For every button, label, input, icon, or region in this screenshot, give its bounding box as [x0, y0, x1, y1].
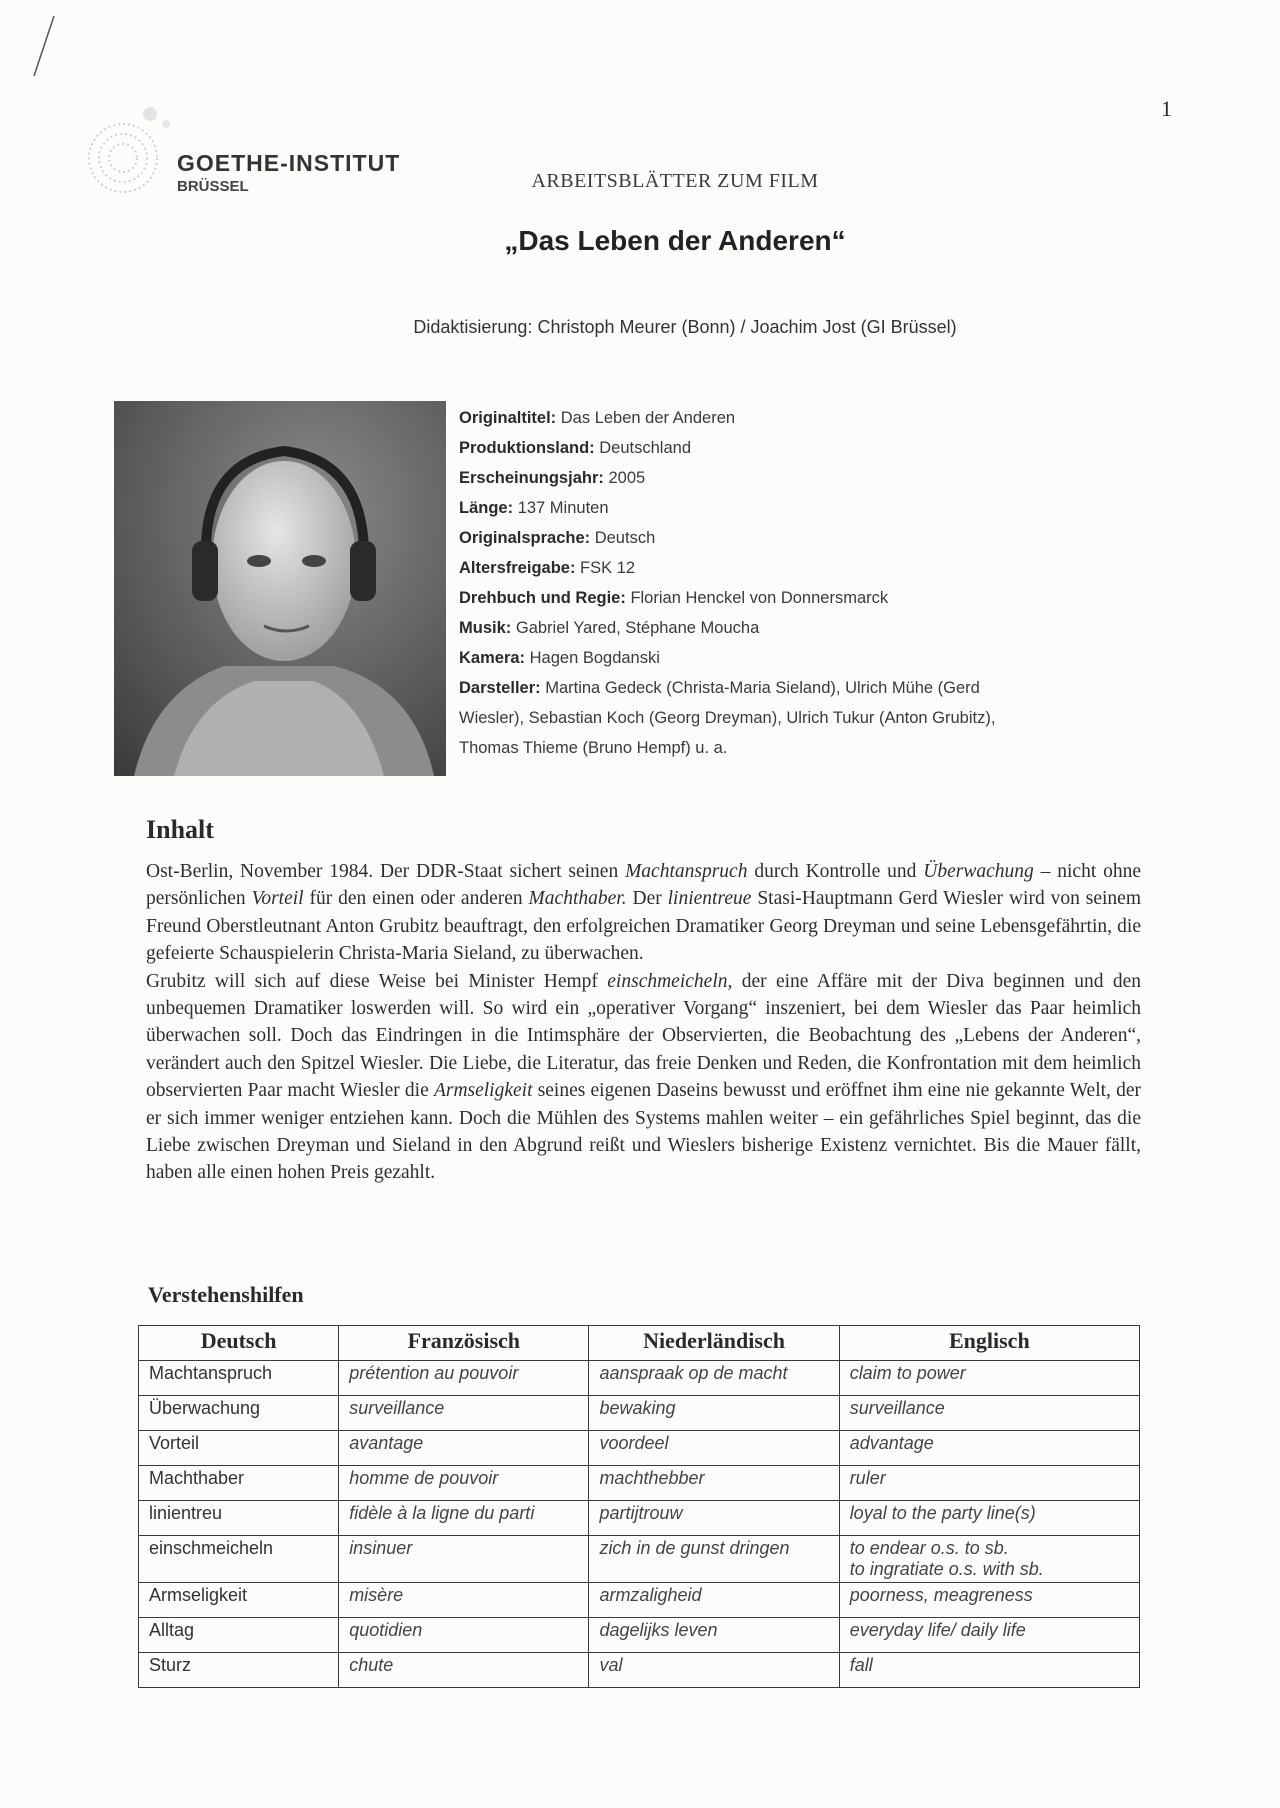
summary-text: Der [626, 888, 668, 910]
worksheet-title: ARBEITSBLÄTTER ZUM FILM [531, 170, 819, 192]
fact-row: Musik: Gabriel Yared, Stéphane Moucha [459, 619, 760, 637]
glossary-term: Machtanspruch [625, 861, 748, 882]
fact-row: Erscheinungsjahr: 2005 [459, 469, 646, 487]
glossary-term: einschmeicheln, [607, 970, 733, 992]
table-row [139, 1361, 1140, 1396]
table-cell: Machthaber [139, 1466, 339, 1501]
table-cell: loyal to the party line(s) [839, 1501, 1139, 1536]
film-title: „Das Leben der Anderen“ [504, 225, 846, 256]
table-cell: voordeel [589, 1431, 839, 1466]
table-cell: Sturz [139, 1653, 339, 1688]
fact-row: Altersfreigabe: FSK 12 [459, 559, 636, 577]
table-cell: everyday life/ daily life [839, 1618, 1139, 1653]
table-cell: armzaligheid [589, 1583, 839, 1618]
section-heading-verstehenshilfen: Verstehenshilfen [148, 1282, 304, 1307]
table-cell: ruler [839, 1466, 1139, 1501]
vocabulary-table [138, 1325, 1140, 1688]
table-cell: quotidien [339, 1618, 589, 1653]
glossary-term: Armseligkeit [433, 1080, 533, 1102]
film-still-photo [114, 401, 446, 776]
fact-row: Darsteller: Martina Gedeck (Christa-Maria Sieland), Ulrich Mühe (Gerd [459, 679, 980, 697]
table-cell: homme de pouvoir [339, 1466, 589, 1501]
table-cell: machthebber [589, 1466, 839, 1501]
table-cell: fall [839, 1653, 1139, 1688]
table-row [139, 1466, 1140, 1501]
table-cell: to endear o.s. to sb. to ingratiate o.s. with sb. [839, 1536, 1139, 1583]
table-row [139, 1431, 1140, 1466]
table-cell: fidèle à la ligne du parti [339, 1501, 589, 1536]
pencil-mark-icon [28, 12, 58, 82]
table-row [139, 1501, 1140, 1536]
table-cell: prétention au pouvoir [339, 1361, 589, 1396]
table-cell: Armseligkeit [139, 1583, 339, 1618]
table-row [139, 1583, 1140, 1618]
table-cell: linientreu [139, 1501, 339, 1536]
fact-row: Originaltitel: Das Leben der Anderen [459, 409, 736, 427]
section-heading-inhalt: Inhalt [146, 815, 214, 844]
table-cell: zich in de gunst dringen [589, 1536, 839, 1583]
table-cell: avantage [339, 1431, 589, 1466]
column-header: Niederländisch [589, 1326, 839, 1361]
summary-paragraph-2 [146, 968, 1141, 1187]
fact-row: Originalsprache: Deutsch [459, 529, 656, 547]
table-header-row [139, 1326, 1140, 1361]
fact-row: Kamera: Hagen Bogdanski [459, 649, 660, 667]
table-cell: claim to power [839, 1361, 1139, 1396]
table-cell: surveillance [839, 1396, 1139, 1431]
summary-text: Ost-Berlin, November 1984. Der DDR-Staat sichert seinen [146, 861, 626, 882]
table-row [139, 1653, 1140, 1688]
didactic-credits: Didaktisierung: Christoph Meurer (Bonn) / Joachim Jost (GI Brüssel) [413, 317, 957, 337]
table-cell: Überwachung [139, 1396, 339, 1431]
table-cell: Machtanspruch [139, 1361, 339, 1396]
glossary-term: Vorteil [251, 888, 304, 910]
table-cell: aanspraak op de macht [589, 1361, 839, 1396]
plot-summary [146, 858, 1141, 1187]
summary-text: – nicht ohne persönlichen [146, 861, 1141, 910]
fact-row: Drehbuch und Regie: Florian Henckel von Donnersmarck [459, 589, 889, 607]
table-cell: surveillance [339, 1396, 589, 1431]
table-cell: bewaking [589, 1396, 839, 1431]
logo-city: BRÜSSEL [177, 178, 249, 195]
glossary-term: linientreue [667, 888, 752, 910]
column-header: Deutsch [139, 1326, 339, 1361]
table-row [139, 1396, 1140, 1431]
fact-row: Länge: 137 Minuten [459, 499, 609, 517]
table-row [139, 1536, 1140, 1583]
table-cell: chute [339, 1653, 589, 1688]
table-row [139, 1618, 1140, 1653]
table-cell: advantage [839, 1431, 1139, 1466]
fact-row: Produktionsland: Deutschland [459, 439, 691, 457]
summary-text: Stasi-Hauptmann Gerd Wiesler wird von seinem Freund Oberstleutnant Anton Grubitz beauftragt, den erfolgreichen Dramatiker Georg Dreyman und seine Lebensgefährtin, die gefeierte Schauspielerin Christa-Maria Sieland, zu überwachen. [146, 888, 1142, 965]
column-header: Englisch [839, 1326, 1139, 1361]
table-cell: Vorteil [139, 1431, 339, 1466]
table-cell: misère [339, 1583, 589, 1618]
logo-title: GOETHE-INSTITUT [177, 150, 401, 176]
table-cell: val [589, 1653, 839, 1688]
table-cell: Alltag [139, 1618, 339, 1653]
summary-text: durch Kontrolle und [747, 861, 924, 882]
table-cell: poorness, meagreness [839, 1583, 1139, 1618]
table-cell: dagelijks leven [589, 1618, 839, 1653]
film-facts [459, 403, 1199, 763]
table-cell: einschmeicheln [139, 1536, 339, 1583]
summary-text: seines eigenen Daseins bewusst und eröffnet ihm eine nie gekannte Welt, der er sich immer weniger entziehen kann. Doch die Mühlen des Systems mahlen weiter – ein gefährliches Spiel beginnt, das die Liebe zwischen Dreyman und Sieland in den Abgrund reißt und Wieslers bisherige Existenz vernichtet. Bis die Mauer fällt, haben alle einen hohen Preis gezahlt. [146, 1080, 1141, 1184]
table-cell: partijtrouw [589, 1501, 839, 1536]
table-cell: insinuer [339, 1536, 589, 1583]
summary-text: Grubitz will sich auf diese Weise bei Minister Hempf [146, 970, 608, 992]
fact-row: Wiesler), Sebastian Koch (Georg Dreyman), Ulrich Tukur (Anton Grubitz), [459, 709, 996, 727]
summary-paragraph-1 [146, 858, 1141, 968]
summary-text: der eine Affäre mit der Diva beginnen und den unbequemen Dramatiker loswerden will. So wird ein „operativer Vorgang“ inszeniert, bei dem Wiesler das Paar heimlich überwachen soll. Doch das Eindringen in die Intimsphäre der Observierten, die Beobachtung des „Lebens der Anderen“, verändert auch den Spitzel Wiesler. Die Liebe, die Literatur, das freie Denken und Reden, die Konfrontation mit dem heimlich observierten Paar macht Wiesler die [146, 970, 1142, 1102]
glossary-term: Machthaber. [528, 888, 627, 910]
summary-text: für den einen oder anderen [303, 888, 529, 910]
glossary-term: Überwachung [923, 861, 1034, 882]
column-header: Französisch [339, 1326, 589, 1361]
page-number: 1 [1161, 96, 1172, 121]
fact-row: Thomas Thieme (Bruno Hempf) u. a. [459, 739, 728, 757]
